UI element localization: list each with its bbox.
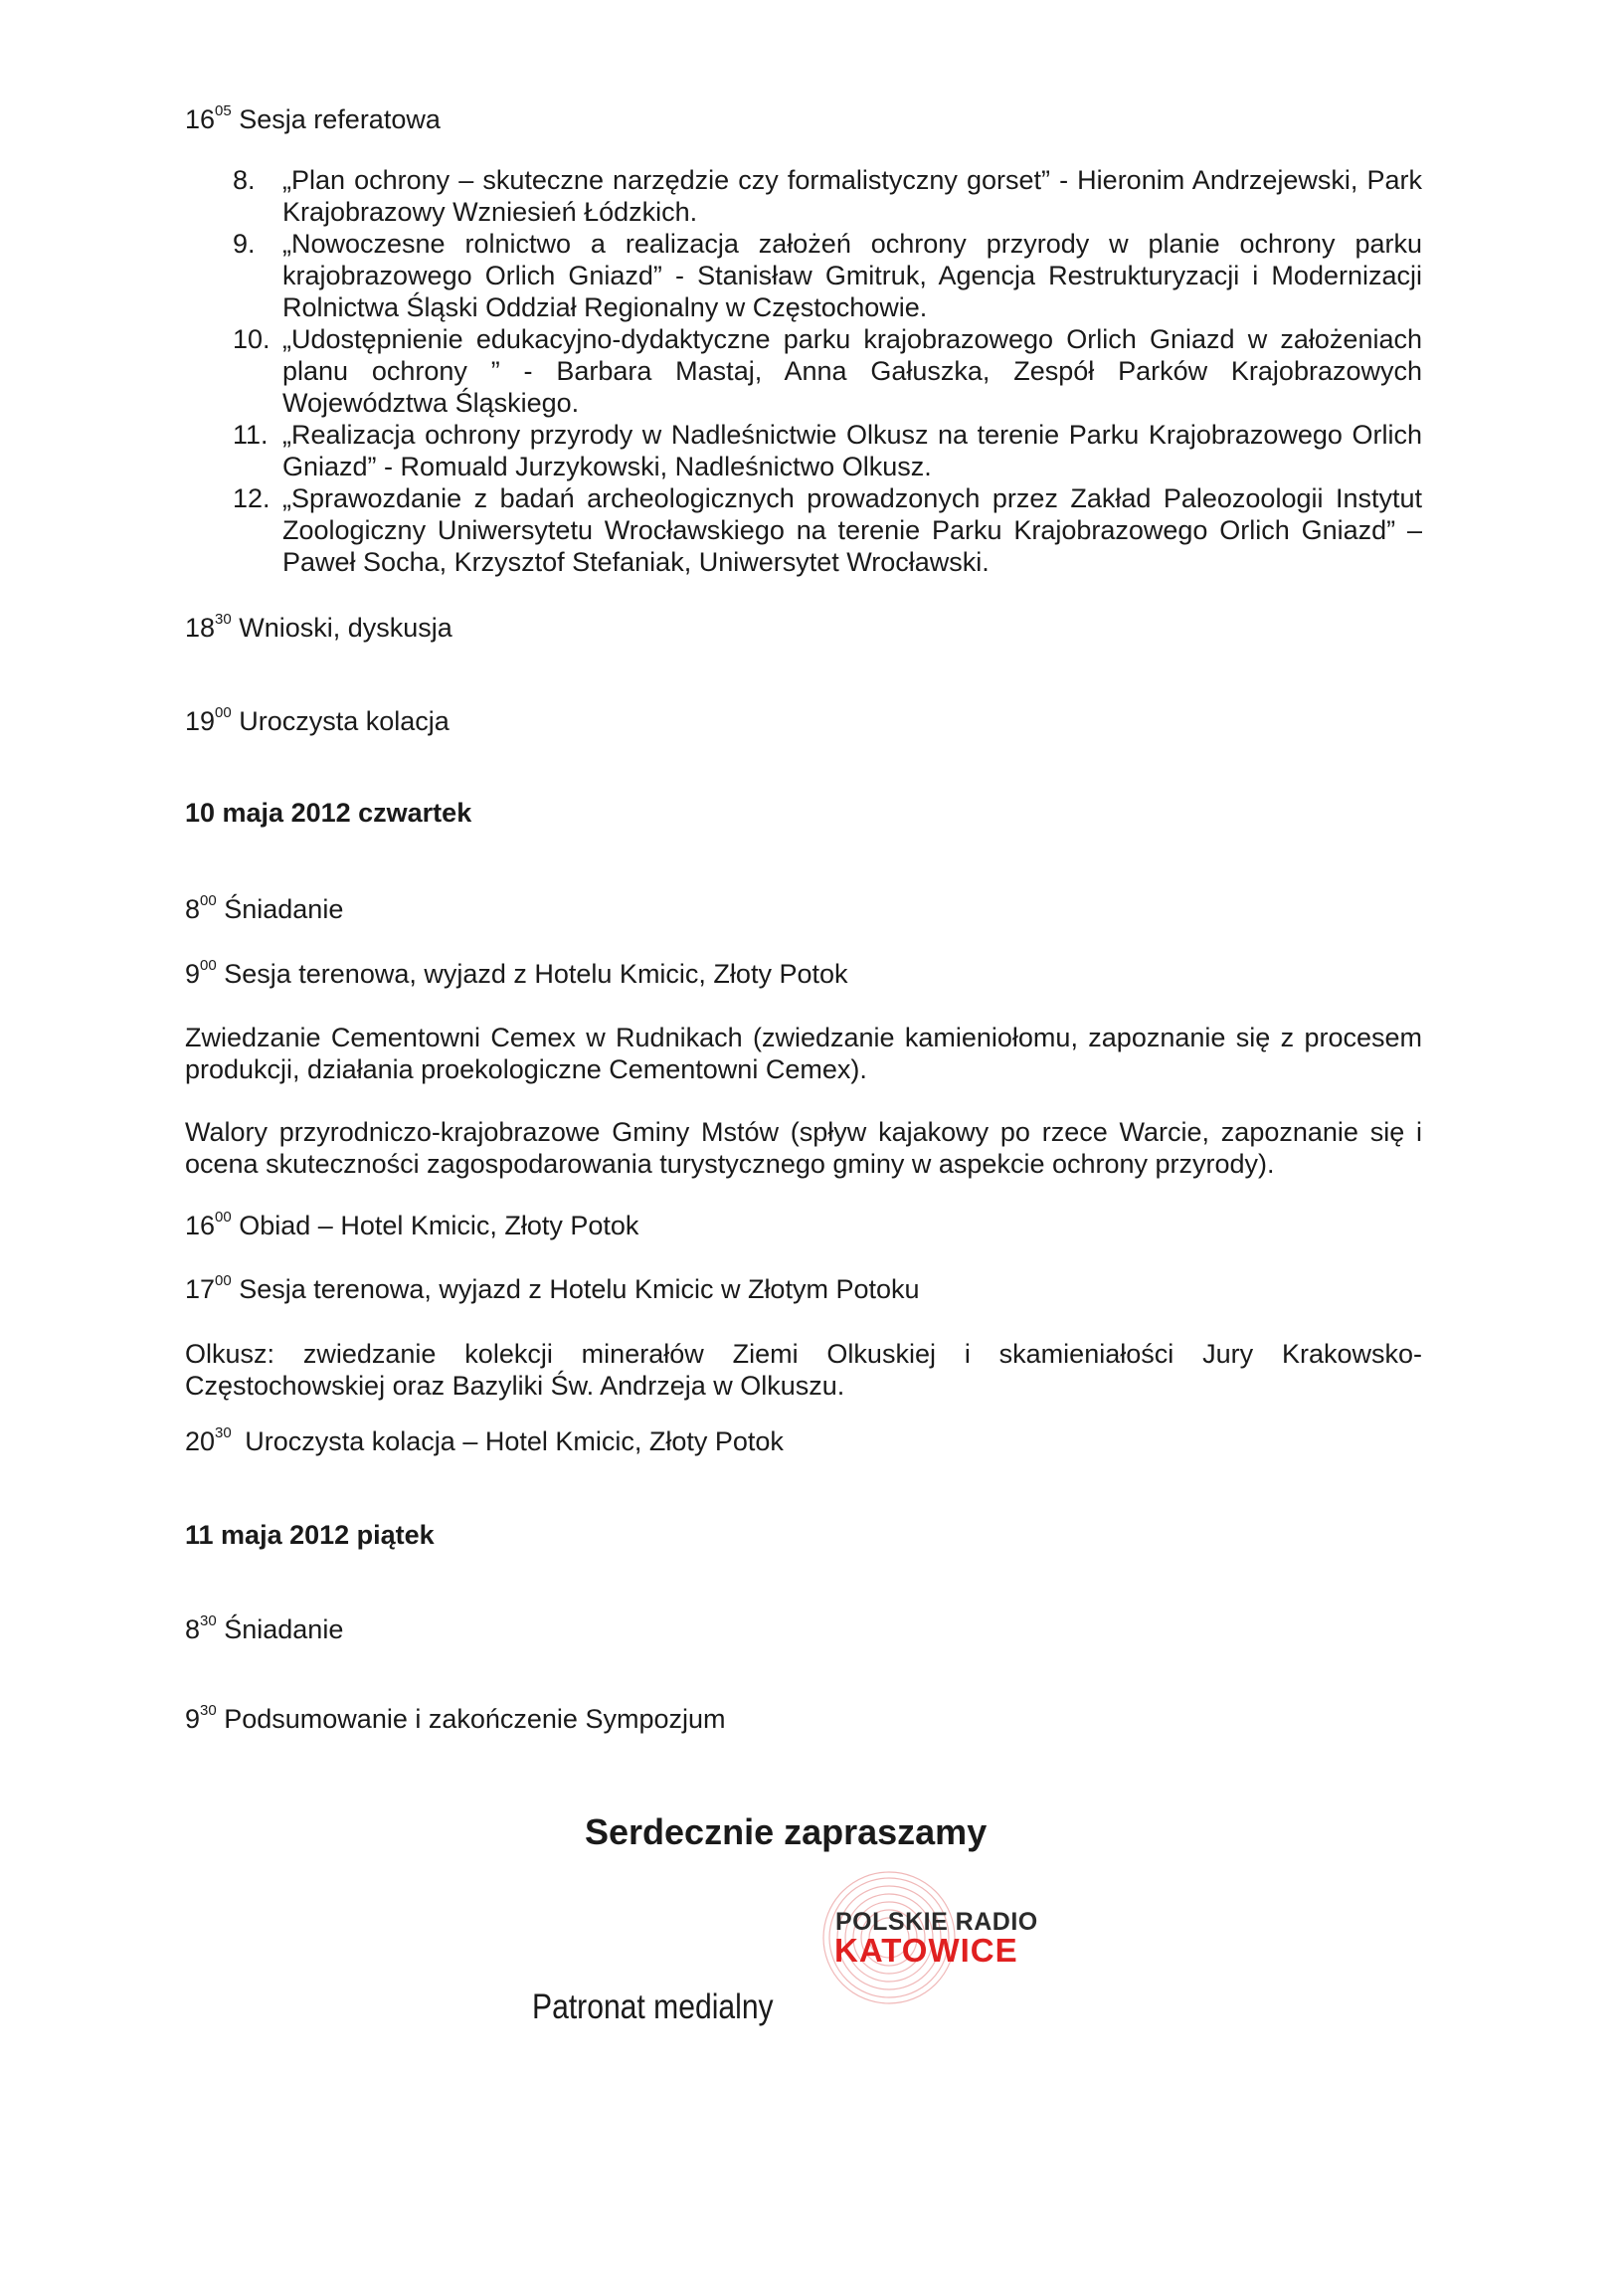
time-hour: 19 [185, 706, 216, 736]
time-minute: 00 [200, 892, 217, 909]
polskie-radio-katowice-logo [802, 1868, 1060, 2007]
schedule-item-1830 [185, 612, 452, 644]
paragraph-olkusz: Olkusz: zwiedzanie kolekcji minerałów Ziemi Olkuskiej i skamieniałości Jury Krakowsko-Częstochowskiej oraz Bazyliki Św. Andrzeja w Olkuszu. [185, 1339, 1422, 1401]
time-minute: 30 [200, 1612, 217, 1629]
lecture-list [233, 164, 1422, 578]
list-text: „Nowoczesne rolnictwo a realizacja założeń ochrony przyrody w planie ochrony parku krajobrazowego Orlich Gniazd” - Stanisław Gmitruk, Agencja Restrukturyzacji i Modernizacji Rolnictwa Śląski Oddział Regionalny w Częstochowie. [282, 229, 1422, 322]
schedule-item-2030 [185, 1425, 784, 1457]
schedule-label: Śniadanie [224, 1614, 344, 1644]
list-number: 11. [233, 420, 269, 450]
schedule-label: Podsumowanie i zakończenie Sympozjum [224, 1704, 726, 1734]
schedule-label: Sesja terenowa, wyjazd z Hotelu Kmicic, Złoty Potok [224, 959, 848, 989]
schedule-label: Sesja terenowa, wyjazd z Hotelu Kmicic w Złotym Potoku [239, 1274, 920, 1304]
schedule-item-1600 [185, 1210, 638, 1241]
time-hour: 18 [185, 613, 216, 643]
time-minute: 00 [215, 1272, 232, 1289]
time-hour: 16 [185, 1211, 216, 1240]
day-heading-friday: 11 maja 2012 piątek [185, 1520, 435, 1550]
time-hour: 20 [185, 1426, 216, 1456]
list-text: „Plan ochrony – skuteczne narzędzie czy formalistyczny gorset” - Hieronim Andrzejewski, Park Krajobrazowy Wzniesień Łódzkich. [282, 165, 1422, 227]
time-minute: 30 [200, 1702, 217, 1719]
schedule-label: Wnioski, dyskusja [239, 613, 452, 643]
list-number: 12. [233, 483, 271, 513]
list-item [233, 228, 1422, 323]
list-item [233, 164, 1422, 228]
list-text: „Sprawozdanie z badań archeologicznych prowadzonych przez Zakład Paleozoologii Instytut Zoologiczny Uniwersytetu Wrocławskiego na terenie Parku Krajobrazowego Orlich Gniazd” – Paweł Socha, Krzysztof Stefaniak, Uniwersytet Wrocławski. [282, 483, 1422, 577]
list-item [233, 323, 1422, 419]
time-hour: 16 [185, 104, 216, 134]
time-minute: 00 [215, 1209, 232, 1226]
time-hour: 17 [185, 1274, 216, 1304]
schedule-label: Sesja referatowa [239, 104, 441, 134]
schedule-item-1900 [185, 705, 450, 737]
time-minute: 00 [215, 704, 232, 721]
schedule-label: Śniadanie [224, 894, 344, 924]
schedule-item-1700 [185, 1273, 920, 1305]
paragraph-cemex: Zwiedzanie Cementowni Cemex w Rudnikach (zwiedzanie kamieniołomu, zapoznanie się z procesem produkcji, działania proekologiczne Cementowni Cemex). [185, 1023, 1422, 1084]
time-hour: 8 [185, 894, 201, 924]
schedule-item-1605 [185, 103, 441, 135]
logo-line-2: KATOWICE [834, 1932, 1018, 1969]
list-number: 8. [233, 165, 256, 195]
list-text: „Realizacja ochrony przyrody w Nadleśnictwie Olkusz na terenie Parku Krajobrazowego Orlich Gniazd” - Romuald Jurzykowski, Nadleśnictwo Olkusz. [282, 420, 1422, 481]
time-minute: 30 [215, 611, 232, 628]
time-hour: 9 [185, 959, 201, 989]
day-heading-thursday: 10 maja 2012 czwartek [185, 798, 472, 828]
closing-invitation: Serdecznie zapraszamy [585, 1811, 988, 1852]
schedule-item-800 [185, 893, 343, 925]
time-minute: 00 [200, 957, 217, 974]
media-patronage-label: Patronat medialny [532, 1987, 774, 2026]
list-number: 10. [233, 324, 271, 354]
schedule-item-900 [185, 958, 847, 990]
list-item [233, 419, 1422, 482]
schedule-item-830 [185, 1613, 343, 1645]
list-text: „Udostępnienie edukacyjno-dydaktyczne parku krajobrazowego Orlich Gniazd w założeniach planu ochrony ” - Barbara Mastaj, Anna Gałuszka, Zespół Parków Krajobrazowych Województwa Śląskiego. [282, 324, 1422, 418]
logo-line-1: POLSKIE RADIO [835, 1908, 1038, 1936]
paragraph-mstow: Walory przyrodniczo-krajobrazowe Gminy Mstów (spływ kajakowy po rzece Warcie, zapoznanie się i ocena skuteczności zagospodarowania turystycznego gminy w aspekcie ochrony przyrody). [185, 1117, 1422, 1179]
time-hour: 9 [185, 1704, 201, 1734]
time-minute: 05 [215, 102, 232, 119]
schedule-label: Uroczysta kolacja – Hotel Kmicic, Złoty Potok [245, 1426, 784, 1456]
schedule-label: Uroczysta kolacja [239, 706, 450, 736]
schedule-label: Obiad – Hotel Kmicic, Złoty Potok [239, 1211, 639, 1240]
time-minute: 30 [215, 1424, 232, 1441]
time-hour: 8 [185, 1614, 201, 1644]
schedule-item-930 [185, 1703, 725, 1735]
list-item [233, 482, 1422, 578]
list-number: 9. [233, 229, 256, 259]
